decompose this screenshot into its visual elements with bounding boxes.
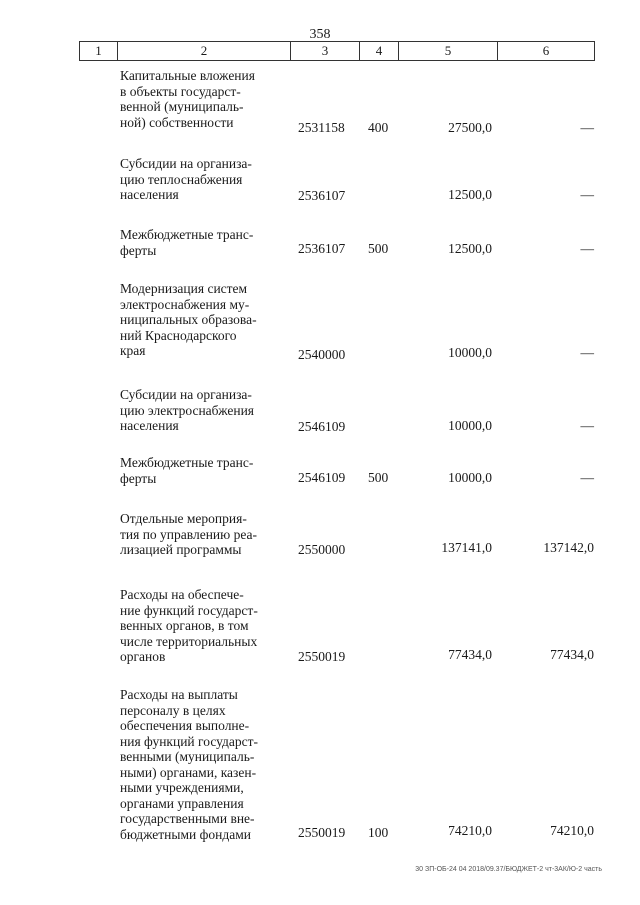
row-sum-1: 12500,0 [448, 187, 492, 202]
row-sum-2: — [580, 470, 594, 485]
row-description: Отдельные мероприя- тия по управлению реа- лизацией программы [120, 511, 258, 557]
row-sum-1: 10000,0 [448, 418, 492, 433]
row-expense-type: 500 [368, 470, 389, 485]
header-col-4: 4 [359, 41, 398, 61]
row-expense-type: 100 [368, 825, 389, 840]
row-sum-2: 74210,0 [550, 823, 594, 838]
row-code: 2531158 [298, 120, 345, 135]
row-sum-1: 10000,0 [448, 470, 492, 485]
row-sum-1: 77434,0 [448, 647, 492, 662]
row-sum-2: 77434,0 [550, 647, 594, 662]
row-sum-2: 137142,0 [543, 540, 594, 555]
header-col-5: 5 [398, 41, 497, 61]
footer-note: 30 ЗП-ОБ-24 04 2018/09.37/БЮДЖЕТ-2 чт-3АК/Ю-2 часть [415, 866, 602, 873]
row-sum-1: 74210,0 [448, 823, 492, 838]
row-description: Капитальные вложения в объекты государст- венной (муниципаль- ной) собственности [120, 68, 255, 130]
header-col-1: 1 [79, 41, 117, 61]
header-col-6: 6 [497, 41, 595, 61]
row-code: 2536107 [298, 241, 346, 256]
row-description: Расходы на обеспече- ние функций государст- венных органов, в том числе территориальных органов [120, 587, 258, 664]
row-description: Расходы на выплаты персоналу в целях обеспечения выполне- ния функций государст- венными (муниципаль- ными) органами, казен- ными учреждениями, органами управления государственными вне- бюджетными фондами [120, 687, 259, 842]
row-sum-2: — [580, 418, 594, 433]
header-col-3: 3 [290, 41, 359, 61]
row-description: Межбюджетные транс- ферты [120, 227, 254, 258]
row-code: 2540000 [298, 347, 346, 362]
row-description: Модернизация систем электроснабжения му- ниципальных образова- ний Краснодарского края [120, 281, 257, 358]
header-col-2: 2 [117, 41, 290, 61]
row-sum-2: — [580, 187, 594, 202]
row-code: 2546109 [298, 419, 346, 434]
row-code: 2550000 [298, 542, 346, 557]
row-code: 2550019 [298, 649, 346, 664]
page-number: 358 [309, 27, 331, 42]
row-code: 2536107 [298, 188, 346, 203]
row-code: 2550019 [298, 825, 346, 840]
row-sum-1: 10000,0 [448, 345, 492, 360]
row-description: Межбюджетные транс- ферты [120, 455, 254, 486]
row-description: Субсидии на организа- цию теплоснабжения населения [120, 156, 252, 202]
row-sum-1: 12500,0 [448, 241, 492, 256]
row-sum-2: — [580, 345, 594, 360]
row-description: Субсидии на организа- цию электроснабжения населения [120, 387, 255, 433]
row-sum-2: — [580, 120, 594, 135]
row-expense-type: 500 [368, 241, 389, 256]
row-sum-1: 27500,0 [448, 120, 492, 135]
row-sum-2: — [580, 241, 594, 256]
row-expense-type: 400 [368, 120, 389, 135]
row-code: 2546109 [298, 470, 346, 485]
row-sum-1: 137141,0 [441, 540, 492, 555]
